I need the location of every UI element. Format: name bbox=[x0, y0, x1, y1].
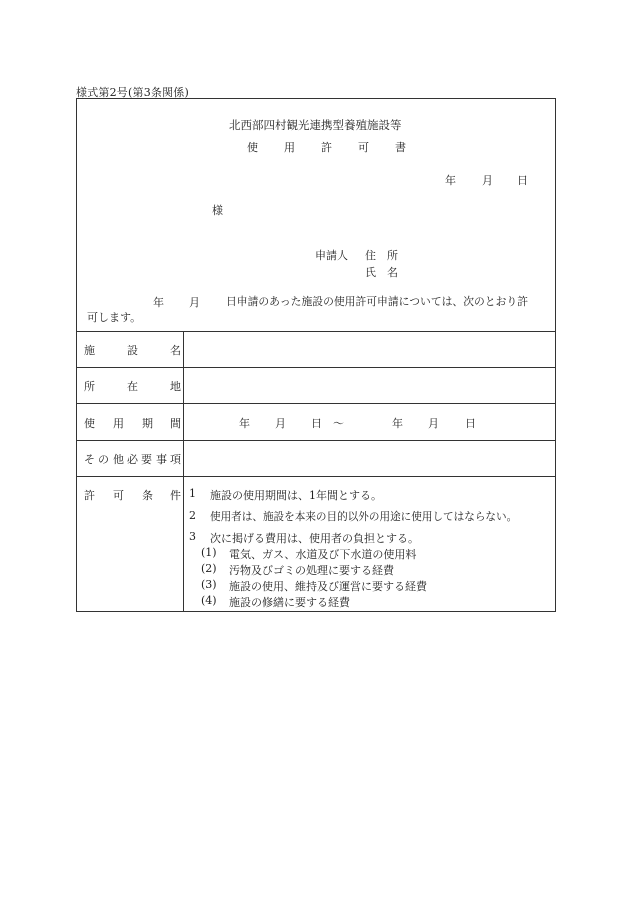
condition-1-number: 1 bbox=[189, 487, 196, 500]
sub-item-number: (2) bbox=[201, 562, 217, 575]
label-char: 用 bbox=[113, 417, 124, 430]
date-month-label: 月 bbox=[482, 174, 493, 187]
label-char: 所 bbox=[84, 380, 95, 393]
form-code: 様式第2号(第3条関係) bbox=[76, 86, 189, 99]
applicant-name-label: 氏 名 bbox=[365, 266, 398, 279]
sub-item-number: (4) bbox=[201, 594, 217, 607]
condition-1-text: 施設の使用期間は、1年間とする。 bbox=[210, 489, 382, 502]
period-start-month: 月 bbox=[275, 417, 286, 430]
applicant-address-label: 住 所 bbox=[365, 249, 398, 262]
label-char: 項 bbox=[170, 453, 181, 466]
period-end-day: 日 bbox=[465, 417, 476, 430]
label-char: 名 bbox=[170, 344, 181, 357]
label-facility-name bbox=[84, 342, 181, 357]
period-start-day: 日 bbox=[311, 417, 322, 430]
period-tilde: ～ bbox=[333, 417, 344, 430]
sub-item-number: (3) bbox=[201, 578, 217, 591]
label-location bbox=[84, 378, 181, 393]
other-matters-field[interactable] bbox=[185, 441, 555, 475]
title-char: 用 bbox=[284, 141, 295, 154]
sub-item-text: 電気、ガス、水道及び下水道の使用料 bbox=[229, 548, 417, 561]
sub-item-text: 汚物及びゴミの処理に要する経費 bbox=[229, 564, 394, 577]
location-field[interactable] bbox=[185, 368, 555, 402]
row-divider bbox=[77, 403, 555, 404]
date-day-label: 日 bbox=[517, 174, 528, 187]
document-title bbox=[247, 139, 406, 155]
label-char: 事 bbox=[156, 453, 167, 466]
label-char: 必 bbox=[127, 453, 138, 466]
label-char: 期 bbox=[142, 417, 153, 430]
period-start-year: 年 bbox=[239, 417, 250, 430]
label-other-matters bbox=[84, 451, 181, 466]
condition-3-number: 3 bbox=[189, 530, 196, 543]
label-char: の bbox=[98, 453, 109, 466]
label-char: 使 bbox=[84, 417, 95, 430]
sub-item-text: 施設の使用、維持及び運営に要する経費 bbox=[229, 580, 427, 593]
label-period bbox=[84, 415, 181, 430]
condition-2-number: 2 bbox=[189, 509, 196, 522]
intro-month: 月 bbox=[189, 296, 200, 309]
condition-2-text: 使用者は、施設を本来の目的以外の用途に使用してはならない。 bbox=[210, 511, 518, 523]
title-char: 書 bbox=[395, 141, 406, 154]
addressee-suffix: 様 bbox=[212, 204, 223, 217]
column-divider bbox=[183, 331, 184, 611]
form-title: 北西部四村観光連携型養殖施設等 bbox=[229, 118, 402, 132]
intro-text-line2: 可します。 bbox=[87, 311, 142, 324]
intro-text: 日申請のあった施設の使用許可申請については、次のとおり許 bbox=[226, 295, 528, 308]
period-end-year: 年 bbox=[392, 417, 403, 430]
label-char: 条 bbox=[142, 489, 153, 502]
intro-year: 年 bbox=[153, 296, 164, 309]
condition-3-text: 次に掲げる費用は、使用者の負担とする。 bbox=[210, 532, 419, 545]
sub-item-number: (1) bbox=[201, 546, 217, 559]
applicant-label: 申請人 bbox=[315, 249, 348, 262]
label-char: 件 bbox=[170, 489, 181, 502]
label-char: 設 bbox=[127, 344, 138, 357]
label-char: そ bbox=[84, 453, 95, 466]
label-conditions bbox=[84, 487, 181, 502]
label-char: 在 bbox=[127, 380, 138, 393]
sub-item-text: 施設の修繕に要する経費 bbox=[229, 596, 350, 609]
label-char: 要 bbox=[141, 453, 152, 466]
label-char: 地 bbox=[170, 380, 181, 393]
label-char: 間 bbox=[170, 417, 181, 430]
label-char: 他 bbox=[113, 453, 124, 466]
title-char: 許 bbox=[321, 141, 332, 154]
label-char: 許 bbox=[84, 489, 95, 502]
permit-form bbox=[76, 98, 556, 612]
date-year-label: 年 bbox=[445, 174, 456, 187]
title-char: 可 bbox=[358, 141, 369, 154]
label-char: 可 bbox=[113, 489, 124, 502]
label-char: 施 bbox=[84, 344, 95, 357]
period-end-month: 月 bbox=[428, 417, 439, 430]
row-divider bbox=[77, 476, 555, 477]
title-char: 使 bbox=[247, 141, 258, 154]
facility-name-field[interactable] bbox=[185, 332, 555, 366]
